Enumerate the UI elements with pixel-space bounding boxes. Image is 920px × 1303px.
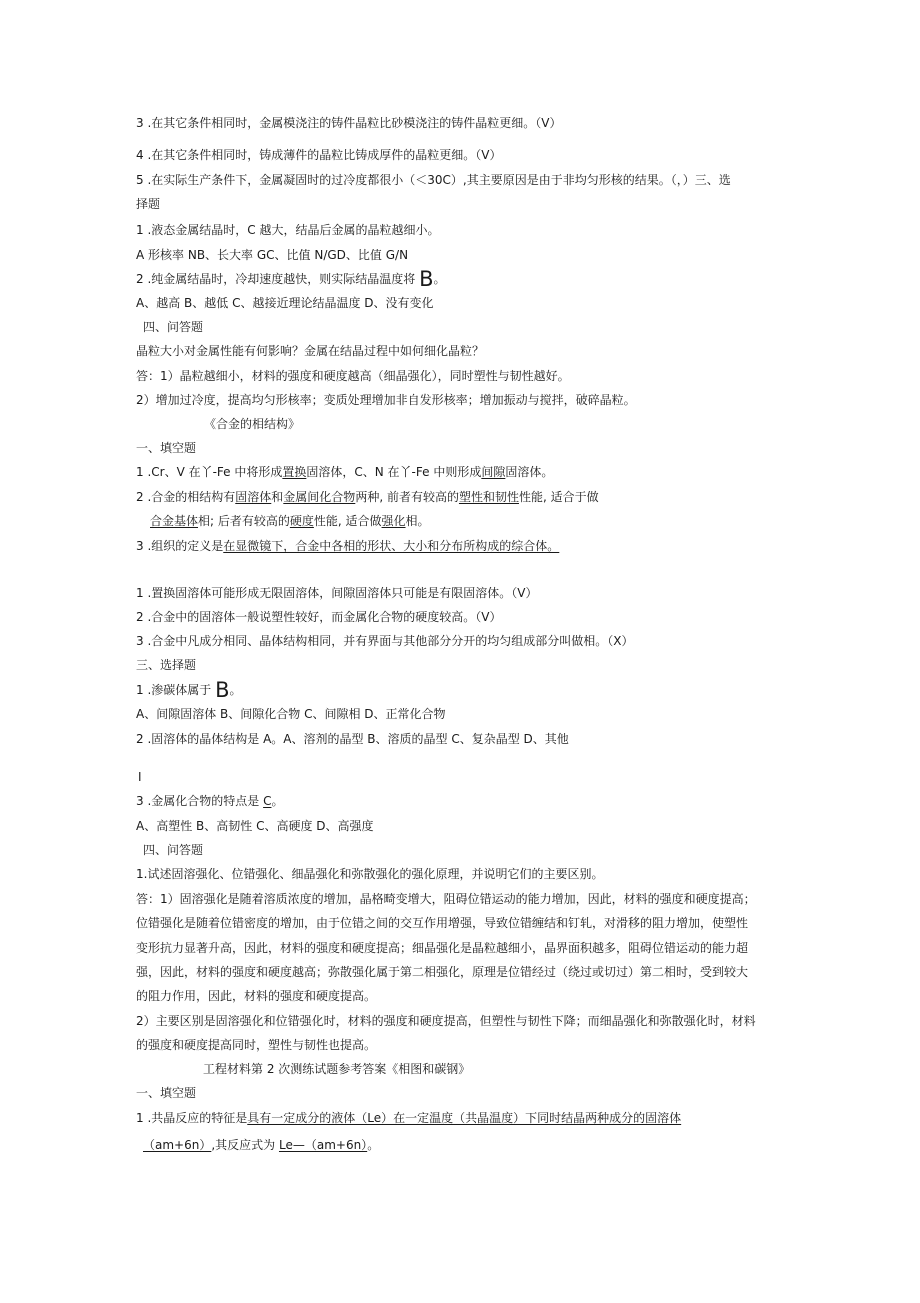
text-run: 和 [271, 490, 284, 504]
text-line: 1 .液态金属结晶时，C 越大，结晶后金属的晶粒越细小。 [136, 223, 440, 237]
text-run: 两种, 前者有较高的 [355, 490, 459, 504]
text-run: 性能, 适合做 [313, 514, 382, 528]
text-line: A、高塑性 B、高韧性 C、高硬度 D、高强度 [136, 819, 374, 833]
text-line [150, 512, 430, 530]
text-line: 晶粒大小对金属性能有何影响？金属在结晶过程中如何细化晶粒？ [136, 344, 485, 358]
text-line [143, 1136, 379, 1154]
text-line: 2 .固溶体的晶体结构是 A。A、溶剂的晶型 B、溶质的晶型 C、复杂晶型 D、其他 [136, 732, 569, 746]
text-line [136, 488, 599, 506]
section-heading: 四、问答题 [143, 320, 204, 334]
answer-blank: 强化 [381, 514, 406, 528]
text-run: 。 [229, 683, 242, 697]
text-line: 的强度和硬度提高同时，塑性与韧性也提高。 [136, 1038, 377, 1052]
text-line: 2）主要区别是固溶强化和位错强化时，材料的强度和硬度提高，但塑性与韧性下降；而细晶强化和弥散强化时，材料 [136, 1014, 756, 1028]
text-run: 2 .纯金属结晶时，冷却速度越快，则实际结晶温度将 [136, 272, 420, 286]
answer-blank: 在显微镜下，合金中各相的形状、大小和分布所构成的综合体。 [223, 539, 560, 553]
answer-blank: Le—（am+6n） [278, 1138, 368, 1152]
text-line: 位错强化是随着位错密度的增加，由于位错之间的交互作用增强，导致位错缠结和钉轧，对滑移的阻力增加，使塑性 [136, 916, 749, 930]
text-line: 4 .在其它条件相同时，铸成薄件的晶粒比铸成厚件的晶粒更细。（V） [136, 148, 502, 162]
text-run: 3 .金属化合物的特点是 [136, 794, 264, 808]
text-line: 强，因此，材料的强度和硬度越高；弥散强化属于第二相强化，原理是位错经过（绕过或切过）第二相时，受到较大 [136, 965, 749, 979]
answer-blank: 具有一定成分的液体（Le）在一定温度（共晶温度）下同时结晶两种成分的固溶体 [247, 1111, 682, 1125]
text-line: 2 .合金中的固溶体一般说塑性较好，而金属化合物的硬度较高。（V） [136, 610, 502, 624]
text-run: 3 .组织的定义是 [136, 539, 224, 553]
answer-blank: C [263, 794, 272, 808]
text-line: 1 .置换固溶体可能形成无限固溶体，间隙固溶体只可能是有限固溶体。（V） [136, 586, 538, 600]
answer-blank: 间隙 [481, 465, 506, 479]
text-line: 择题 [136, 197, 161, 211]
answer-blank: 塑性和韧性 [458, 490, 519, 504]
text-run: 1 .共晶反应的特征是 [136, 1111, 248, 1125]
text-run: 。 [271, 794, 284, 808]
text-run: 性能, 适合于做 [518, 490, 599, 504]
text-line: 答：1）固溶强化是随着溶质浓度的增加，晶格畸变增大，阻碍位错运动的能力增加，因此，材料的强度和硬度提高； [136, 892, 756, 906]
text-run: 。 [433, 272, 446, 286]
section-heading: 四、问答题 [143, 843, 204, 857]
answer-blank: 金属间化合物 [283, 490, 356, 504]
text-line: 答：1）晶粒越细小，材料的强度和硬度越高（细晶强化），同时塑性与韧性越好。 [136, 369, 570, 383]
text-run: 1 .渗碳体属于 [136, 683, 216, 697]
text-line: 3 .合金中凡成分相同、晶体结构相同，并有界面与其他部分分开的均匀组成部分叫做相。（X） [136, 634, 634, 648]
text-line: A、间隙固溶体 B、间隙化合物 C、间隙相 D、正常化合物 [136, 707, 446, 721]
text-run: 。 [367, 1138, 380, 1152]
section-title: 工程材料第 2 次测练试题参考答案《相图和碳钢》 [203, 1062, 471, 1076]
text-line: A、越高 B、越低 C、越接近理论结晶温度 D、没有变化 [136, 296, 434, 310]
text-line [136, 537, 559, 555]
section-title: 《合金的相结构》 [204, 417, 301, 431]
text-run: 相。 [405, 514, 430, 528]
text-line: 1.试述固溶强化、位错强化、细晶强化和弥散强化的强化原理，并说明它们的主要区别。 [136, 867, 604, 881]
text-line: 的阻力作用，因此，材料的强度和硬度提高。 [136, 989, 377, 1003]
text-run: 固溶体。 [505, 465, 554, 479]
answer-letter: B [419, 267, 434, 291]
text-line: 变形抗力显著升高，因此，材料的强度和硬度提高；细晶强化是晶粒越细小，晶界面积越多，阻碍位错运动的能力超 [136, 941, 749, 955]
stray-mark: I [138, 770, 142, 784]
section-heading: 一、填空题 [136, 441, 197, 455]
section-heading: 一、填空题 [136, 1086, 197, 1100]
text-run: ,其反应式为 [211, 1138, 279, 1152]
text-run: 2 .合金的相结构有 [136, 490, 236, 504]
answer-blank: （am+6n） [143, 1138, 212, 1152]
answer-blank: 合金基体 [150, 514, 199, 528]
text-line [136, 792, 284, 810]
text-line: 5 .在实际生产条件下，金属凝固时的过冷度都很小（＜30C）,其主要原因是由于非均匀形核的结果。（，）三、选 [136, 173, 731, 187]
text-line: 3 .在其它条件相同时，金属模浇注的铸件晶粒比砂模浇注的铸件晶粒更细。（V） [136, 116, 562, 130]
answer-letter: B [215, 678, 230, 702]
text-run: 1 .Cr、V 在丫-Fe 中将形成 [136, 465, 283, 479]
text-line [136, 267, 446, 291]
text-line: A 形核率 NB、长大率 GC、比值 N/GD、比值 G/N [136, 248, 409, 262]
text-line [136, 678, 242, 702]
section-heading: 三、选择题 [136, 658, 197, 672]
answer-blank: 固溶体 [235, 490, 272, 504]
text-line: 2）增加过冷度，提高均匀形核率；变质处理增加非自发形核率；增加振动与搅拌，破碎晶粒。 [136, 393, 636, 407]
text-run: 固溶体，C、N 在丫-Fe 中则形成 [306, 465, 482, 479]
answer-blank: 硬度 [289, 514, 314, 528]
text-line [136, 463, 553, 481]
answer-blank: 置换 [282, 465, 307, 479]
text-run: 相; 后者有较高的 [198, 514, 290, 528]
text-line [136, 1109, 681, 1127]
